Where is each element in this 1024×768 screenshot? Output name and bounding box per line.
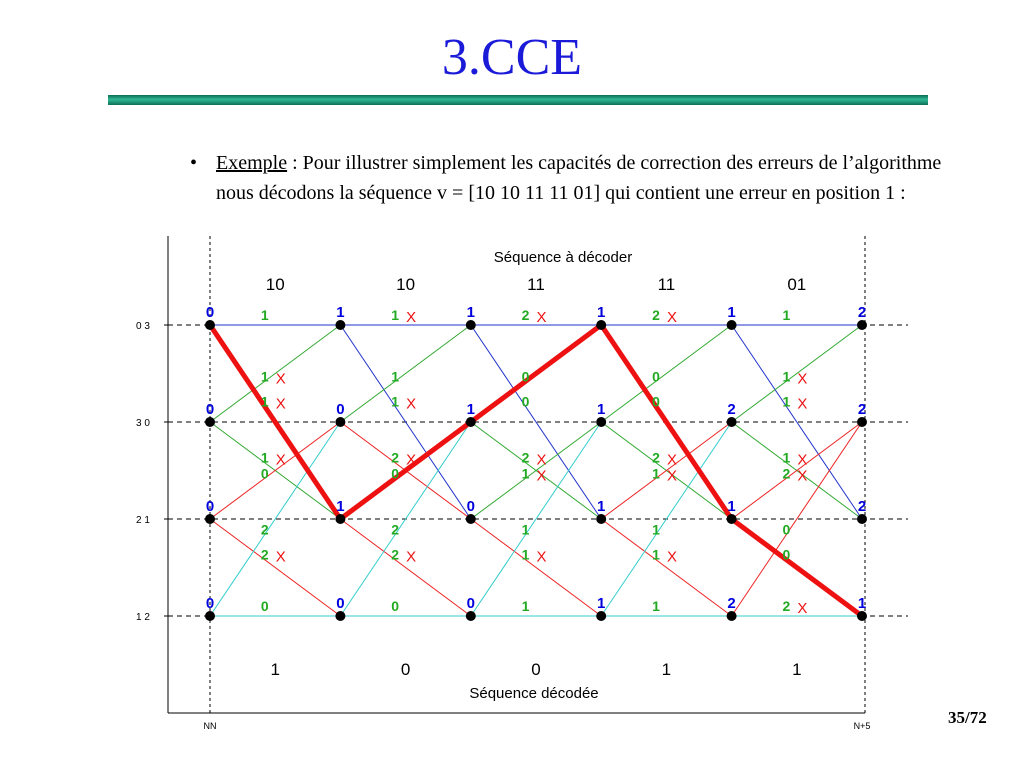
path-metric: 1 (336, 498, 345, 515)
discard-mark: X (666, 309, 677, 326)
state-label: 0 3 (136, 321, 150, 332)
branch-metric: 2 (782, 465, 791, 482)
state-label: 2 1 (136, 515, 150, 526)
path-metric: 2 (727, 401, 736, 418)
trellis-node (466, 611, 476, 621)
trellis-node (596, 417, 606, 427)
path-metric: 0 (336, 595, 345, 612)
received-pair: 01 (787, 275, 807, 294)
trellis-node (466, 320, 476, 330)
branch-metric: 2 (391, 449, 400, 466)
trellis-node (596, 514, 606, 524)
path-metric: 0 (205, 304, 215, 321)
branch-metric: 0 (652, 393, 660, 410)
trellis-node (335, 417, 345, 427)
path-metric: 1 (597, 401, 606, 418)
trellis-branch (601, 325, 731, 422)
discard-mark: X (536, 467, 547, 485)
branch-metric: 1 (782, 449, 791, 466)
branch-metric: 1 (260, 449, 269, 466)
branch-metric: 1 (652, 465, 660, 482)
trellis-node (335, 514, 345, 524)
branch-metric: 0 (391, 465, 400, 482)
path-metric: 0 (205, 401, 215, 418)
branch-metric: 1 (260, 393, 269, 410)
bullet-body: : Pour illustrer simplement les capacités de correction des erreurs de l’algorithme nous décodons la séquence v = [10 10 11 11 01] qui contient une erreur en position 1 : (216, 152, 942, 204)
branch-metric: 2 (391, 521, 400, 538)
trellis-node (727, 514, 737, 524)
path-metric: 1 (336, 304, 345, 321)
path-metric: 1 (597, 595, 606, 612)
slide-title: 3.CCE (441, 29, 583, 86)
trellis-branch (340, 519, 470, 616)
trellis-node (596, 320, 606, 330)
page-number: 35/72 (948, 708, 987, 727)
branch-metric: 1 (782, 307, 791, 323)
discard-mark: X (666, 467, 677, 485)
decoded-bit: 1 (270, 660, 280, 679)
trellis-node (857, 320, 867, 330)
path-metric: 1 (727, 498, 736, 515)
discard-mark: X (797, 467, 808, 485)
path-metric: 1 (466, 401, 475, 418)
discard-mark: X (406, 451, 417, 469)
path-metric: 2 (727, 595, 736, 612)
branch-metric: 0 (652, 368, 660, 385)
branch-metric: 0 (521, 393, 530, 410)
branch-metric: 2 (782, 598, 791, 614)
state-label: 1 2 (136, 612, 150, 623)
decoded-sequence-title: Séquence décodée (469, 685, 599, 702)
discard-mark: X (406, 395, 417, 413)
branch-metric: 1 (782, 393, 791, 410)
branch-metric: 0 (260, 598, 269, 614)
trellis-node (205, 611, 215, 621)
discard-mark: X (666, 451, 677, 469)
received-pair: 11 (657, 275, 676, 294)
received-sequence-title: Séquence à décoder (493, 249, 633, 266)
discard-mark: X (275, 395, 286, 413)
branch-metric: 1 (391, 393, 400, 410)
branch-metric: 1 (521, 546, 530, 563)
path-metric: 0 (466, 498, 475, 515)
trellis-node (727, 417, 737, 427)
branch-metric: 1 (391, 368, 400, 385)
branch-metric: 0 (782, 521, 791, 538)
received-pair: 10 (265, 275, 285, 294)
path-metric: 1 (597, 304, 606, 321)
discard-mark: X (666, 548, 677, 566)
path-metric: 1 (466, 304, 475, 321)
discard-mark: X (406, 309, 417, 326)
branch-metric: 0 (521, 368, 530, 385)
path-metric: 0 (466, 595, 475, 612)
branch-metric: 2 (260, 546, 269, 563)
state-label: 3 0 (136, 418, 150, 429)
discard-mark: X (536, 309, 547, 326)
decoded-bit: 0 (531, 660, 541, 679)
branch-metric: 0 (782, 546, 791, 563)
branch-metric: 0 (260, 465, 269, 482)
branch-metric: 2 (260, 521, 269, 538)
branch-metric: 1 (782, 368, 791, 385)
decoded-bit: 1 (792, 660, 802, 679)
path-metric: 0 (205, 498, 215, 515)
trellis-node (205, 320, 215, 330)
trellis-node (596, 611, 606, 621)
trellis-branch (601, 519, 731, 616)
trellis-node (857, 514, 867, 524)
branch-metric: 2 (521, 307, 530, 323)
path-metric: 1 (597, 498, 606, 515)
trellis-node (857, 417, 867, 427)
branch-metric: 0 (391, 598, 400, 614)
path-metric: 2 (857, 401, 867, 418)
trellis-node (857, 611, 867, 621)
branch-metric: 1 (652, 546, 660, 563)
decoded-bit: 0 (400, 660, 411, 679)
branch-metric: 1 (652, 598, 660, 614)
x-tick-label: NN (203, 721, 217, 731)
branch-metric: 1 (260, 368, 269, 385)
bullet-lead: Exemple (216, 152, 288, 174)
branch-metric: 1 (521, 598, 530, 614)
decoded-bit: 1 (661, 660, 672, 679)
received-pair: 11 (527, 275, 545, 294)
path-metric: 2 (857, 304, 867, 321)
received-pair: 10 (396, 275, 416, 294)
path-metric: 2 (857, 498, 867, 515)
discard-mark: X (275, 370, 286, 388)
trellis-node (335, 611, 345, 621)
discard-mark: X (797, 451, 808, 469)
trellis-branch (471, 325, 601, 519)
trellis-branch (732, 325, 862, 519)
path-metric: 1 (727, 304, 736, 321)
trellis-branch (471, 519, 601, 616)
branch-metric: 1 (391, 307, 400, 323)
discard-mark: X (797, 370, 808, 388)
branch-metric: 2 (652, 307, 660, 323)
x-tick-label: N+5 (853, 721, 871, 731)
discard-mark: X (275, 451, 286, 469)
branch-metric: 2 (391, 546, 400, 563)
branch-metric: 2 (521, 449, 530, 466)
trellis-node (335, 320, 345, 330)
trellis-node (466, 417, 476, 427)
discard-mark: X (406, 548, 417, 566)
path-metric: 0 (336, 401, 345, 418)
trellis-node (466, 514, 476, 524)
discard-mark: X (275, 548, 286, 566)
branch-metric: 1 (521, 465, 530, 482)
trellis-node (727, 611, 737, 621)
path-metric: 1 (857, 595, 867, 612)
trellis-node (205, 417, 215, 427)
path-metric: 0 (205, 595, 215, 612)
trellis-branch (210, 519, 340, 616)
discard-mark: X (797, 600, 808, 617)
trellis-node (727, 320, 737, 330)
discard-mark: X (797, 395, 808, 413)
discard-mark: X (536, 548, 547, 566)
branch-metric: 1 (260, 307, 269, 323)
branch-metric: 1 (521, 521, 530, 538)
bullet-dot: • (190, 152, 198, 174)
trellis-node (205, 514, 215, 524)
branch-metric: 2 (652, 449, 660, 466)
discard-mark: X (536, 451, 547, 469)
branch-metric: 1 (652, 521, 660, 538)
